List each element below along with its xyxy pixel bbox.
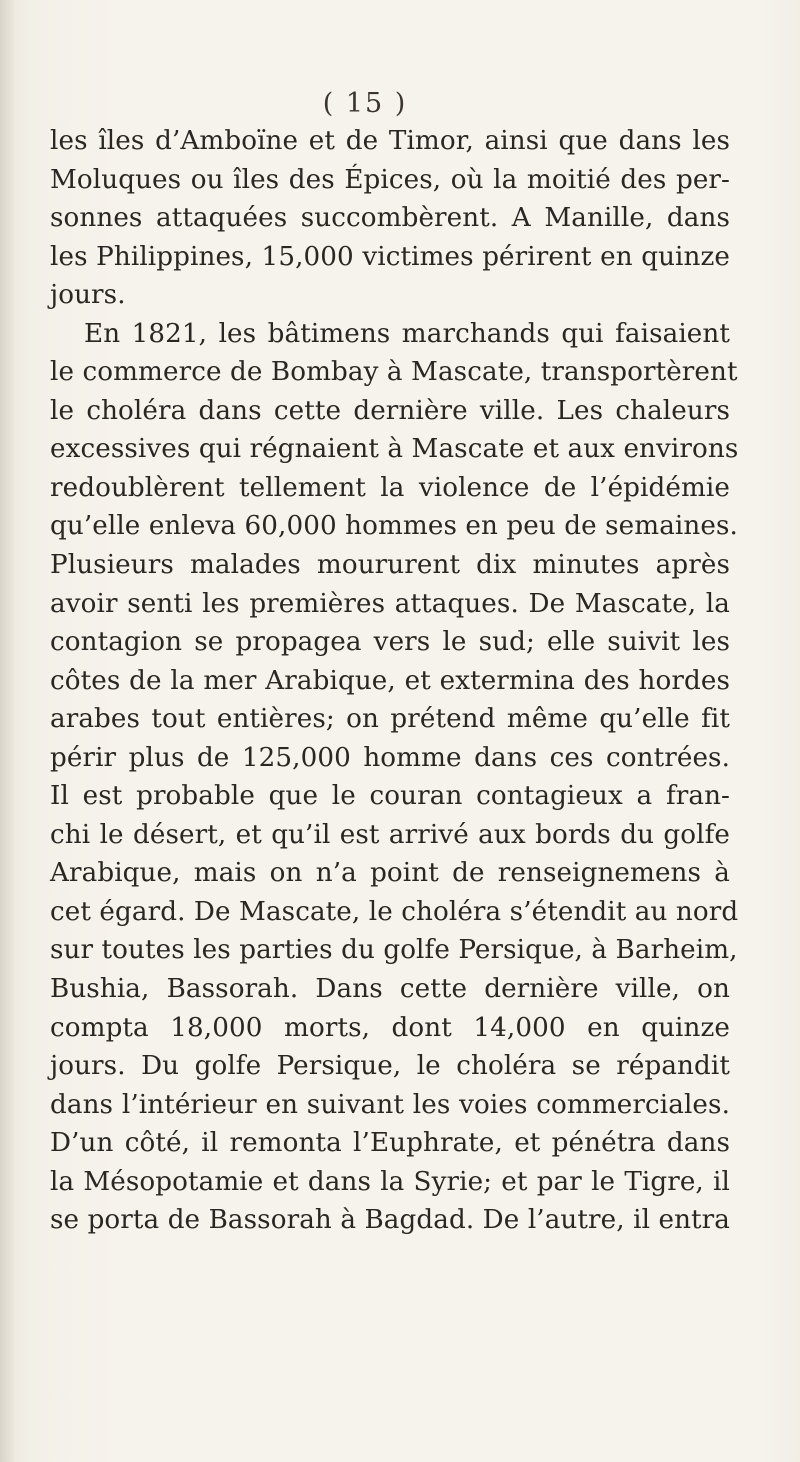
text-line: contagion se propagea vers le sud; elle suivit les (50, 627, 730, 658)
text-line: arabes tout entières; on prétend même qu’elle fit (50, 704, 730, 735)
body-text (50, 122, 739, 1240)
text-line: Arabique, mais on n’a point de renseignemens à (50, 858, 730, 889)
text-line: périr plus de 125,000 homme dans ces contrées. (50, 742, 730, 773)
page-number: ( 15 ) (322, 88, 408, 119)
text-line: excessives qui régnaient à Mascate et aux environs (50, 434, 739, 465)
text-line: sur toutes les parties du golfe Persique, à Barheim, (50, 935, 738, 966)
text-line: Plusieurs malades moururent dix minutes après (50, 550, 730, 581)
text-line: cet égard. De Mascate, le choléra s’étendit au nord (50, 896, 739, 927)
text-line: En 1821, les bâtimens marchands qui faisaient (84, 318, 730, 349)
text-line: le choléra dans cette dernière ville. Les chaleurs (50, 395, 730, 426)
text-line: jours. (50, 280, 126, 311)
text-line: dans l’intérieur en suivant les voies commerciales. (50, 1089, 730, 1120)
text-line: qu’elle enleva 60,000 hommes en peu de semaines. (50, 511, 738, 542)
text-line: les îles d’Amboïne et de Timor, ainsi que dans les (50, 126, 730, 156)
text-line: avoir senti les premières attaques. De Mascate, la (50, 588, 730, 619)
text-line: se porta de Bassorah à Bagdad. De l’autre, il entra (50, 1205, 730, 1236)
text-line: D’un côté, il remonta l’Euphrate, et pénétra dans (50, 1128, 730, 1159)
text-line: compta 18,000 morts, dont 14,000 en quinze (50, 1012, 730, 1043)
text-line: chi le désert, et qu’il est arrivé aux bords du golfe (50, 819, 730, 850)
text-line: côtes de la mer Arabique, et extermina des hordes (50, 665, 730, 696)
text-line: les Philippines, 15,000 victimes périrent en quinze (50, 241, 730, 272)
text-line: sonnes attaquées succombèrent. A Manille, dans (50, 203, 730, 234)
text-line: jours. Du golfe Persique, le choléra se répandit (50, 1051, 730, 1082)
text-line: redoublèrent tellement la violence de l’épidémie (50, 472, 730, 503)
text-line: la Mésopotamie et dans la Syrie; et par le Tigre, il (50, 1166, 730, 1197)
text-line: le commerce de Bombay à Mascate, transportèrent (50, 357, 738, 388)
text-line: Bushia, Bassorah. Dans cette dernière ville, on (50, 974, 730, 1005)
text-line: Moluques ou îles des Épices, où la moitié des per- (50, 164, 730, 195)
page-binding-edge (0, 0, 14, 1462)
text-line: Il est probable que le couran contagieux a fran- (50, 781, 730, 812)
